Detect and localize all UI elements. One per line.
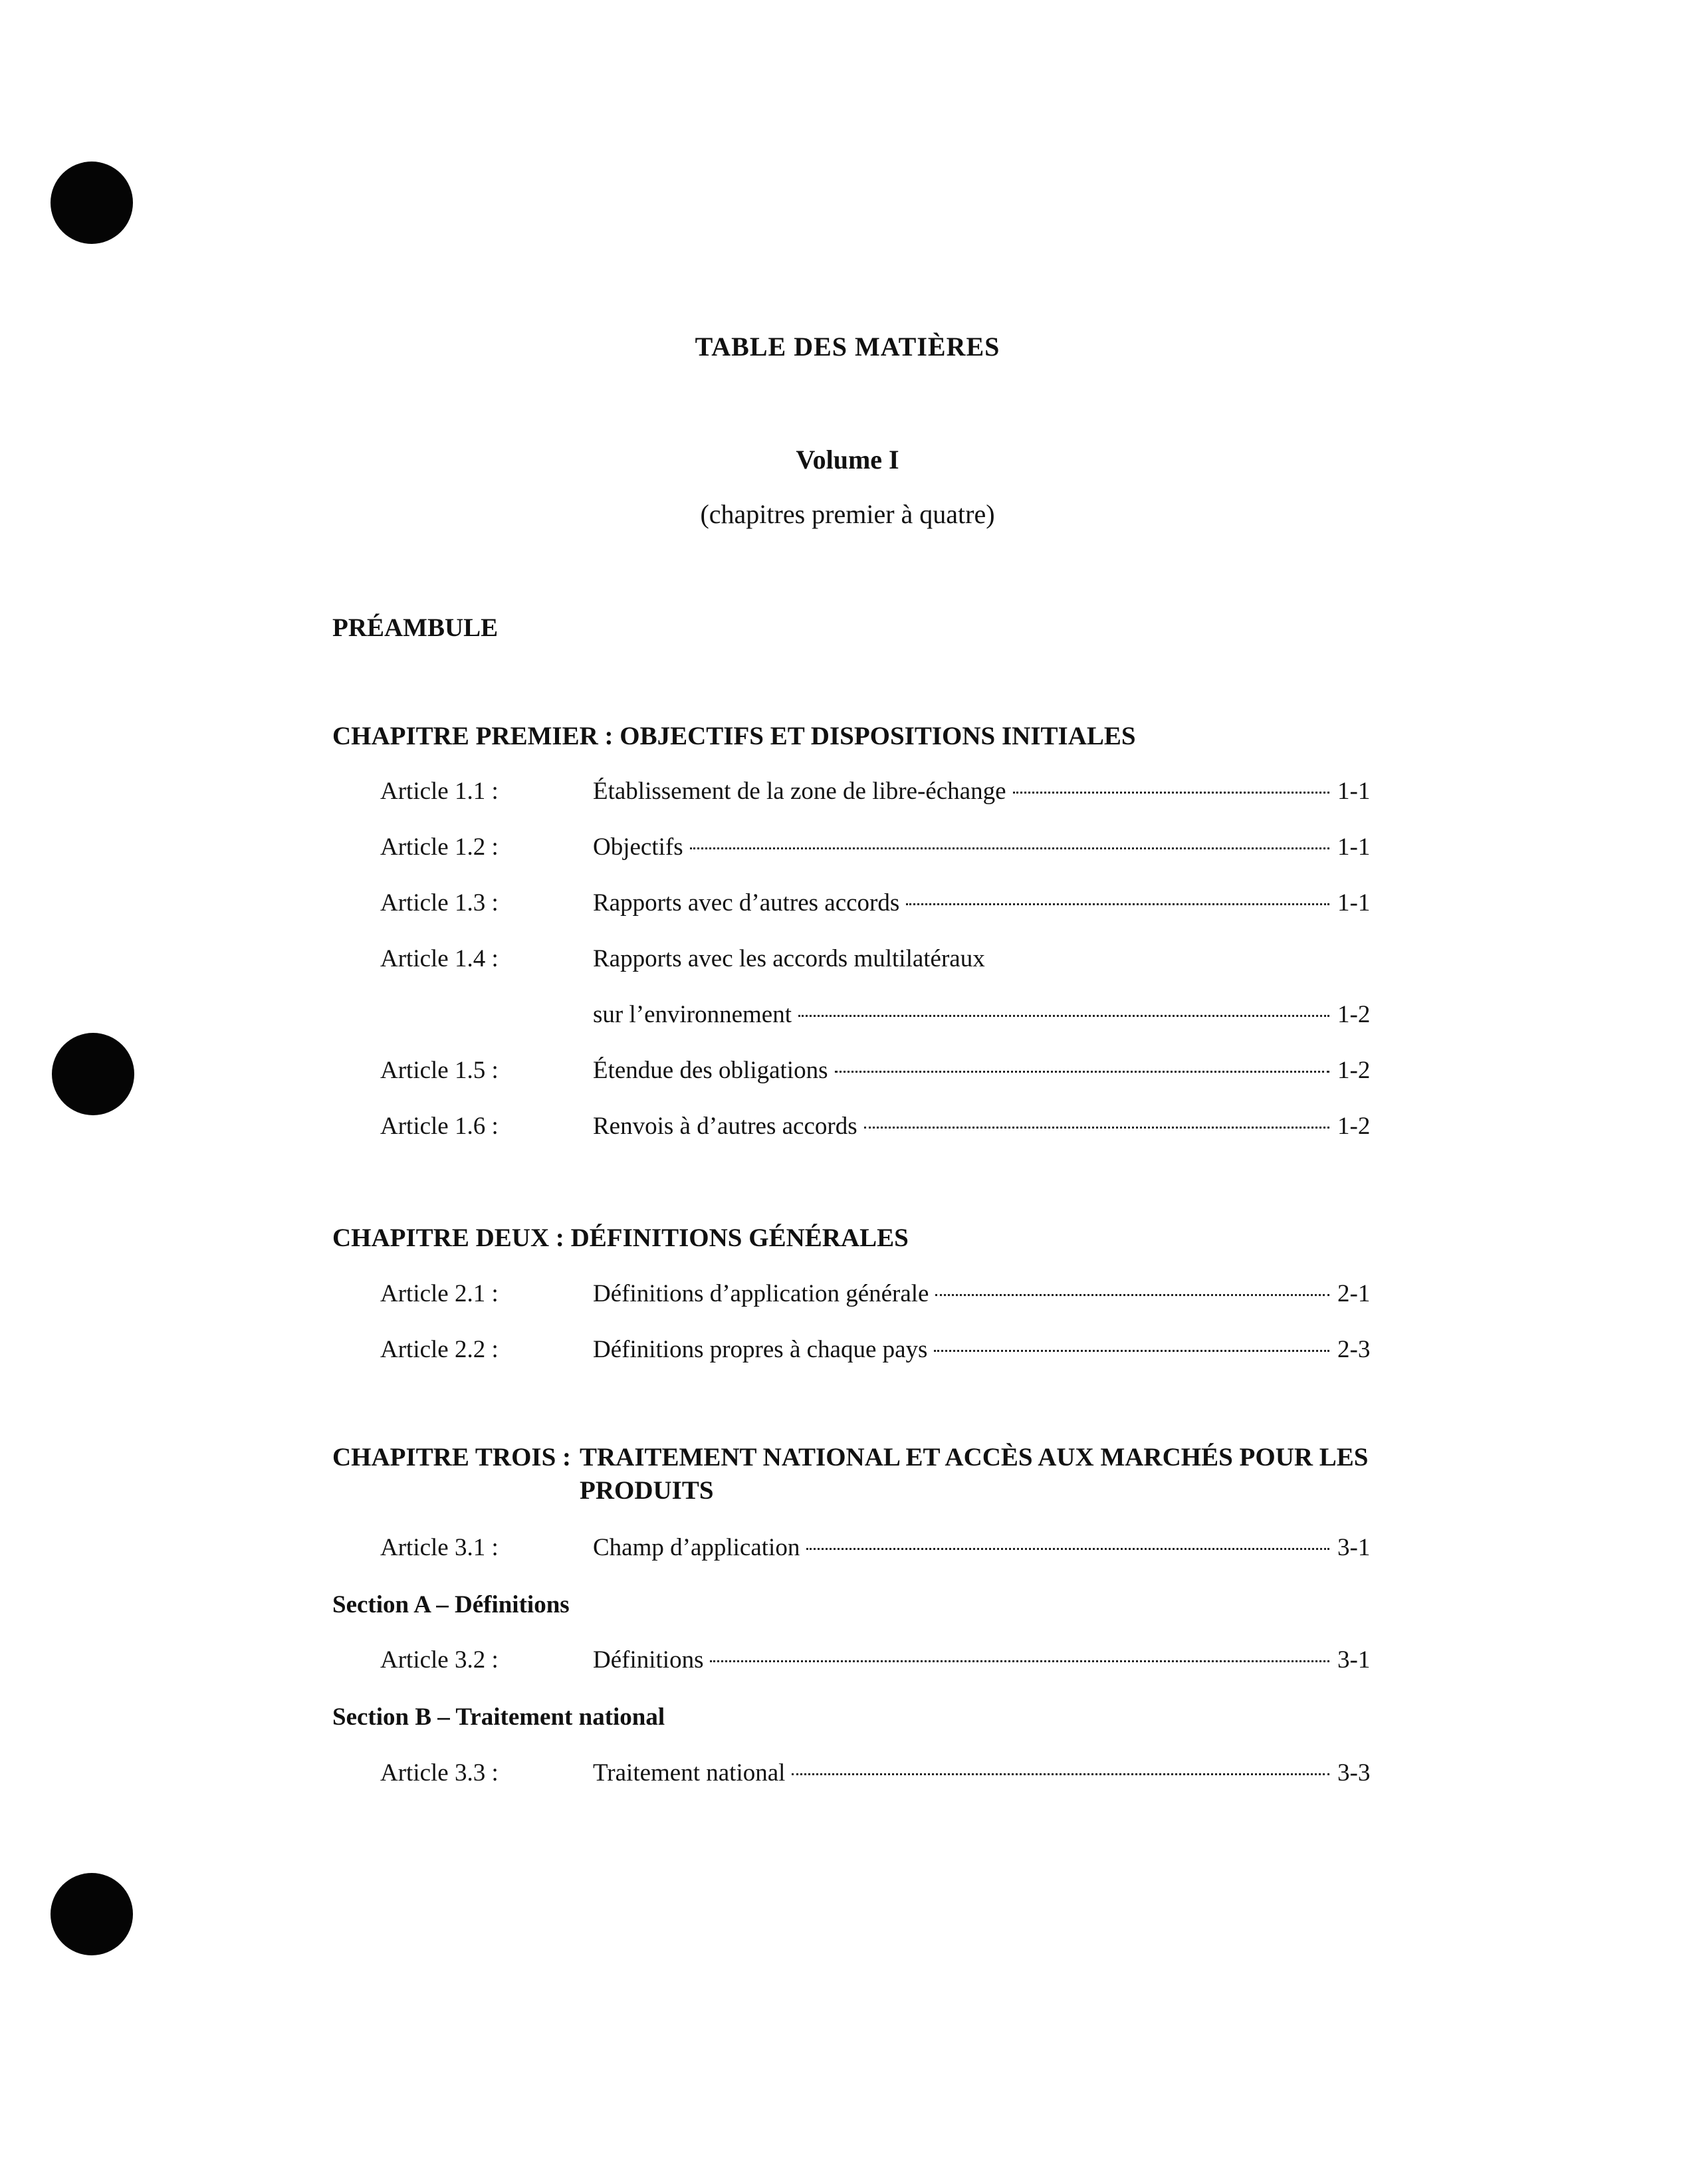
toc-entry[interactable] bbox=[0, 886, 1695, 921]
page-number: 1-1 bbox=[1337, 778, 1371, 805]
dot-leader bbox=[690, 847, 1329, 849]
article-title: Renvois à d’autres accords bbox=[593, 1113, 857, 1140]
article-title-line bbox=[593, 1756, 1329, 1791]
toc-entry[interactable] bbox=[0, 774, 1695, 809]
article-title: Étendue des obligations bbox=[593, 1057, 828, 1084]
article-title-line bbox=[593, 1531, 1329, 1565]
punch-hole-bottom bbox=[51, 1873, 133, 1955]
document-title: TABLE DES MATIÈRES bbox=[695, 332, 1000, 362]
dot-leader bbox=[835, 1071, 1330, 1073]
dot-leader bbox=[1013, 792, 1329, 794]
dot-leader bbox=[710, 1660, 1329, 1662]
article-number: Article 3.3 : bbox=[380, 1759, 499, 1787]
article-number: Article 3.1 : bbox=[380, 1534, 499, 1561]
toc-entry[interactable] bbox=[0, 1756, 1695, 1791]
article-title-line bbox=[593, 998, 1329, 1032]
article-title-line bbox=[593, 886, 1329, 921]
article-title-line bbox=[593, 1053, 1329, 1088]
article-number: Article 1.5 : bbox=[380, 1057, 499, 1084]
section-heading-b: Section B – Traitement national bbox=[332, 1703, 665, 1731]
dot-leader bbox=[792, 1773, 1329, 1775]
preamble-heading: PRÉAMBULE bbox=[332, 613, 499, 642]
article-number: Article 1.6 : bbox=[380, 1113, 499, 1140]
article-title-continuation: sur l’environnement bbox=[593, 1001, 792, 1028]
page-number: 3-1 bbox=[1337, 1534, 1371, 1561]
page-number: 1-1 bbox=[1337, 889, 1371, 917]
article-number: Article 1.2 : bbox=[380, 833, 499, 861]
article-title-line bbox=[593, 1109, 1329, 1144]
dot-leader bbox=[806, 1548, 1329, 1550]
article-title: Définitions d’application générale bbox=[593, 1280, 929, 1307]
toc-entry[interactable] bbox=[0, 942, 1695, 976]
volume-title: Volume I bbox=[796, 445, 899, 475]
article-title: Rapports avec les accords multilatéraux bbox=[593, 945, 985, 972]
toc-entry[interactable] bbox=[0, 830, 1695, 865]
article-number: Article 2.1 : bbox=[380, 1280, 499, 1307]
toc-entry[interactable] bbox=[0, 1643, 1695, 1678]
article-number: Article 2.2 : bbox=[380, 1336, 499, 1363]
chapter-heading-title: TRAITEMENT NATIONAL ET ACCÈS AUX MARCHÉS POUR LES PRODUITS bbox=[580, 1443, 1369, 1505]
toc-entry[interactable] bbox=[0, 1109, 1695, 1144]
article-title: Objectifs bbox=[593, 833, 683, 861]
dot-leader bbox=[906, 903, 1329, 905]
article-title-line bbox=[593, 774, 1329, 809]
article-title: Traitement national bbox=[593, 1759, 786, 1787]
article-title-line bbox=[593, 1643, 1329, 1678]
article-title: Champ d’application bbox=[593, 1534, 800, 1561]
section-heading-a: Section A – Définitions bbox=[332, 1591, 570, 1618]
toc-entry-continuation[interactable] bbox=[0, 998, 1695, 1032]
chapter-heading-prefix: CHAPITRE TROIS : bbox=[332, 1443, 572, 1472]
punch-hole-top bbox=[51, 162, 133, 244]
toc-entry[interactable] bbox=[0, 1277, 1695, 1311]
page-number: 1-2 bbox=[1337, 1113, 1371, 1140]
toc-entry[interactable] bbox=[0, 1531, 1695, 1565]
dot-leader bbox=[798, 1015, 1329, 1017]
article-number: Article 1.4 : bbox=[380, 945, 499, 972]
page-number: 1-2 bbox=[1337, 1057, 1371, 1084]
toc-entry[interactable] bbox=[0, 1053, 1695, 1088]
article-title-line bbox=[593, 1333, 1329, 1367]
chapter-heading-1: CHAPITRE PREMIER : OBJECTIFS ET DISPOSITIONS INITIALES bbox=[332, 722, 1136, 750]
article-title: Établissement de la zone de libre-échange bbox=[593, 778, 1006, 805]
article-number: Article 3.2 : bbox=[380, 1646, 499, 1674]
toc-entry[interactable] bbox=[0, 1333, 1695, 1367]
chapter-heading-2: CHAPITRE DEUX : DÉFINITIONS GÉNÉRALES bbox=[332, 1224, 909, 1252]
article-title: Définitions propres à chaque pays bbox=[593, 1336, 928, 1363]
page-number: 2-1 bbox=[1337, 1280, 1371, 1307]
dot-leader bbox=[864, 1127, 1329, 1129]
page-number: 3-3 bbox=[1337, 1759, 1371, 1787]
article-title-line bbox=[593, 1277, 1329, 1311]
article-title: Définitions bbox=[593, 1646, 704, 1674]
article-title-line bbox=[593, 830, 1329, 865]
article-title: Rapports avec d’autres accords bbox=[593, 889, 900, 917]
volume-subtitle: (chapitres premier à quatre) bbox=[700, 499, 995, 529]
page-number: 1-2 bbox=[1337, 1001, 1371, 1028]
page-number: 1-1 bbox=[1337, 833, 1371, 861]
article-number: Article 1.3 : bbox=[380, 889, 499, 917]
page-number: 2-3 bbox=[1337, 1336, 1371, 1363]
page-number: 3-1 bbox=[1337, 1646, 1371, 1674]
article-number: Article 1.1 : bbox=[380, 778, 499, 805]
dot-leader bbox=[935, 1294, 1329, 1296]
dot-leader bbox=[934, 1350, 1329, 1352]
